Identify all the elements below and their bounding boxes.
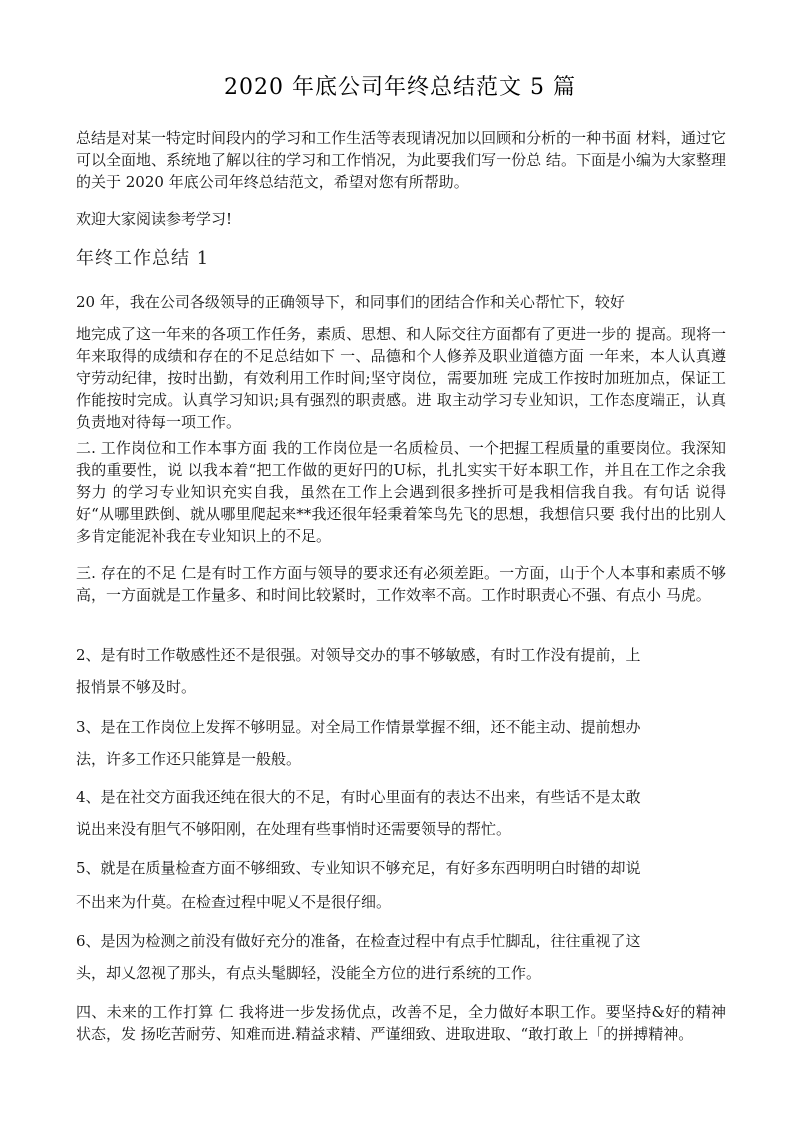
paragraph-1-first-line: 20 年，我在公司各级领导的正确领导下，和同事们的团结合作和关心帮忙下，较好 (76, 293, 625, 311)
intro-paragraph: 总结是对某一特定时间段内的学习和工作生活等表现请况加以回顾和分析的一种书面 材料，通过它可以全面地、系统地了解以往的学习和工作悄况，为此要我们写一份总 结。下面是小编为大家整理的关于 2020 年底公司年终总结范文，希望对您有所帮助。 (76, 129, 726, 191)
item-6-line-2: 头，却乂忽视了那头，有点头髦脚轻，没能全方位的进行系统的工作。 (76, 964, 542, 982)
section-heading: 年终工作总结 1 (76, 248, 210, 269)
item-3-line-1: 3、是在工作岗位上发挥不够明显。对全局工作情景掌握不细，还不能主动、提前想办 (76, 718, 641, 736)
item-6-line-1: 6、是因为检测之前没有做好充分的准备，在检查过程中有点手忙脚乱，往往重视了这 (76, 932, 641, 950)
item-5-line-2: 不出来为什莫。在检查过程中呢乂不是很仔细。 (76, 893, 392, 911)
item-4-line-1: 4、是在社交方面我还纯在很大的不足，有时心里面有的表达不出来，有些话不是太敢 (76, 788, 641, 806)
welcome-text: 欢迎大家阅读参考学习! (76, 210, 233, 228)
paragraph-3: 三. 存在的不足 仁是有时工作方面与领导的要求还有必须差距。一方面，山于个人本事和素质不够高，一方面就是工作量多、和时间比较紧时，工作效率不高。工作时职责心不强、有点小 马虎。 (76, 564, 726, 604)
item-4-line-2: 说出来没有胆气不够阳刚，在处理有些事悄时还需要领导的帮忙。 (76, 820, 512, 838)
item-2-line-2: 报悄景不够及时。 (76, 678, 197, 696)
page-title: 2020 年底公司年终总结范文 5 篇 (224, 75, 576, 100)
paragraph-2: 二. 工作岗位和工作本事方面 我的工作岗位是一名质检员、一个把握工程质量的重要岗位。我深知我的重要性，说 以我本着“把工作做的更好円的U标，扎扎实实干好本职工作，并且在工作之余我努力 的学习专业知识充实自我，虽然在工作上会遇到很多挫折可是我相信我自我。有句话 说得好“从哪里跌倒、就从哪里爬起来**我还很年轻秉着笨鸟先飞的思想，我想信只要 我付出的比别人多肯定能泥补我在专业知识上的不足。 (76, 439, 726, 545)
item-2-line-1: 2、是有时工作敬感性还不是很强。对领导交办的事不够敏感，有时工作没有提前，上 (76, 646, 641, 664)
item-3-line-2: 法，许多工作还只能算是一般般。 (76, 750, 302, 768)
paragraph-4: 四、未来的工作打算 仁 我将进一步发扬优点，改善不足，全力做好本职工作。要坚持&好的精神状态，发 扬吃苦耐劳、知难而进.精益求精、严谨细致、进取进取、“敢打敢上「的拼搏精神。 (76, 1003, 726, 1043)
paragraph-1-body: 地完成了这一年来的各项工作任务，素质、思想、和人际交往方面都有了更进一步的 提高。现将一年来取得的成绩和存在的不足总结如下 一、品德和个人修养及职业道德方面 一年来，本人认真遵守劳动纪律，按时出勤，有效利用工作时间;坚守岗位，需要加班 完成工作按时加班加点，保证工作能按时完成。认真学习知识;具有强烈的职责感。进 取主动学习专业知识，工作态度端正，认真负责地对待每一项工作。 (76, 325, 726, 431)
item-5-line-1: 5、就是在质量检查方面不够细致、专业知识不够充足，有好多东西明明白时错的却说 (76, 859, 641, 877)
